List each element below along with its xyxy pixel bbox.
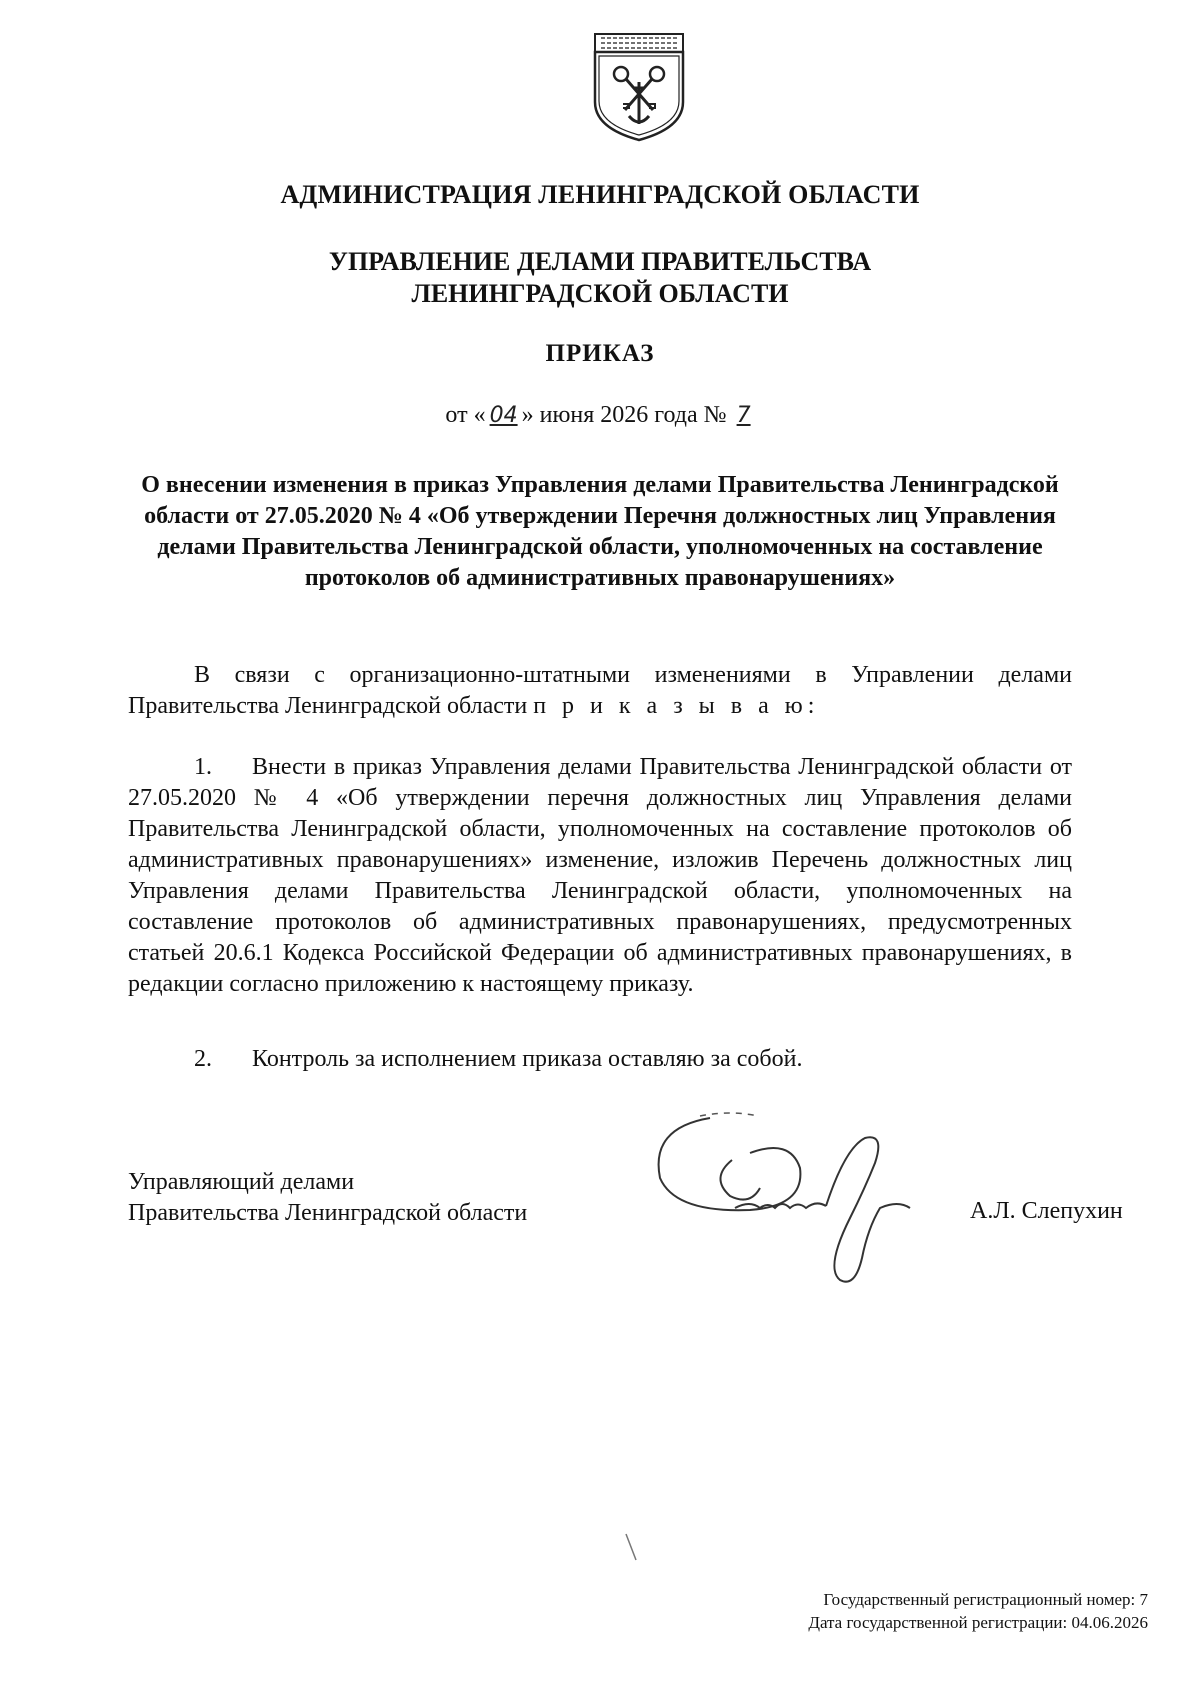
registration-number: Государственный регистрационный номер: 7 (823, 1590, 1148, 1609)
registration-info (808, 1588, 1148, 1634)
department-line-2: ЛЕНИНГРАДСКОЙ ОБЛАСТИ (411, 279, 789, 308)
list-item (128, 1044, 1072, 1075)
department-line-1: УПРАВЛЕНИЕ ДЕЛАМИ ПРАВИТЕЛЬСТВА (328, 247, 872, 276)
item-text: Контроль за исполнением приказа оставляю за собой. (252, 1046, 803, 1072)
signatory-position (128, 1167, 527, 1229)
item-number: 2. (194, 1046, 212, 1072)
position-line-2: Правительства Ленинградской области (128, 1200, 528, 1226)
handwritten-day: 04 (489, 403, 518, 428)
handwritten-order-number: 7 (736, 403, 751, 428)
date-prefix: от « (445, 402, 486, 428)
stray-mark-icon (624, 1532, 638, 1562)
date-month-year: » июня 2026 года № (521, 402, 727, 428)
intro-text: В связи с организационно-штатными изменениями в Управлении делами Правительства Ленинградской области (128, 662, 1072, 719)
order-subject: О внесении изменения в приказ Управления делами Правительства Ленинградской области от 27.05.2020 № 4 «Об утверждении Перечня должностных лиц Управления делами Правительства Ленинградской области, уполномоченных на составление протоколов об административных правонарушениях» (141, 472, 1059, 591)
position-line-1: Управляющий делами (128, 1169, 355, 1195)
intro-paragraph (128, 660, 1072, 722)
item-number: 1. (194, 754, 212, 780)
department-name (0, 246, 1200, 310)
document-type: ПРИКАЗ (545, 340, 655, 367)
item-text: Внести в приказ Управления делами Правительства Ленинградской области от 27.05.2020 № 4 «Об утверждении перечня должностных лиц Управления делами Правительства Ленинградской области, уполномоченных на составление протоколов об административных правонарушениях» изменение, изложив Перечень должностных лиц Управления делами Правительства Ленинградской области, уполномоченных на составление протоколов об административных правонарушениях, предусмотренных статьей 20.6.1 Кодекса Российской Федерации об административных правонарушениях, в редакции согласно приложению к настоящему приказу. (128, 754, 1072, 997)
list-item (128, 752, 1072, 1000)
registration-date: Дата государственной регистрации: 04.06.2026 (808, 1613, 1148, 1632)
coat-of-arms-icon (591, 32, 687, 142)
intro-command: п р и к а з ы в а ю: (533, 693, 820, 719)
order-date-line (0, 402, 1200, 429)
organization-name: АДМИНИСТРАЦИЯ ЛЕНИНГРАДСКОЙ ОБЛАСТИ (280, 180, 920, 209)
signatory-name: А.Л. Слепухин (970, 1198, 1123, 1224)
handwritten-signature (640, 1108, 940, 1298)
